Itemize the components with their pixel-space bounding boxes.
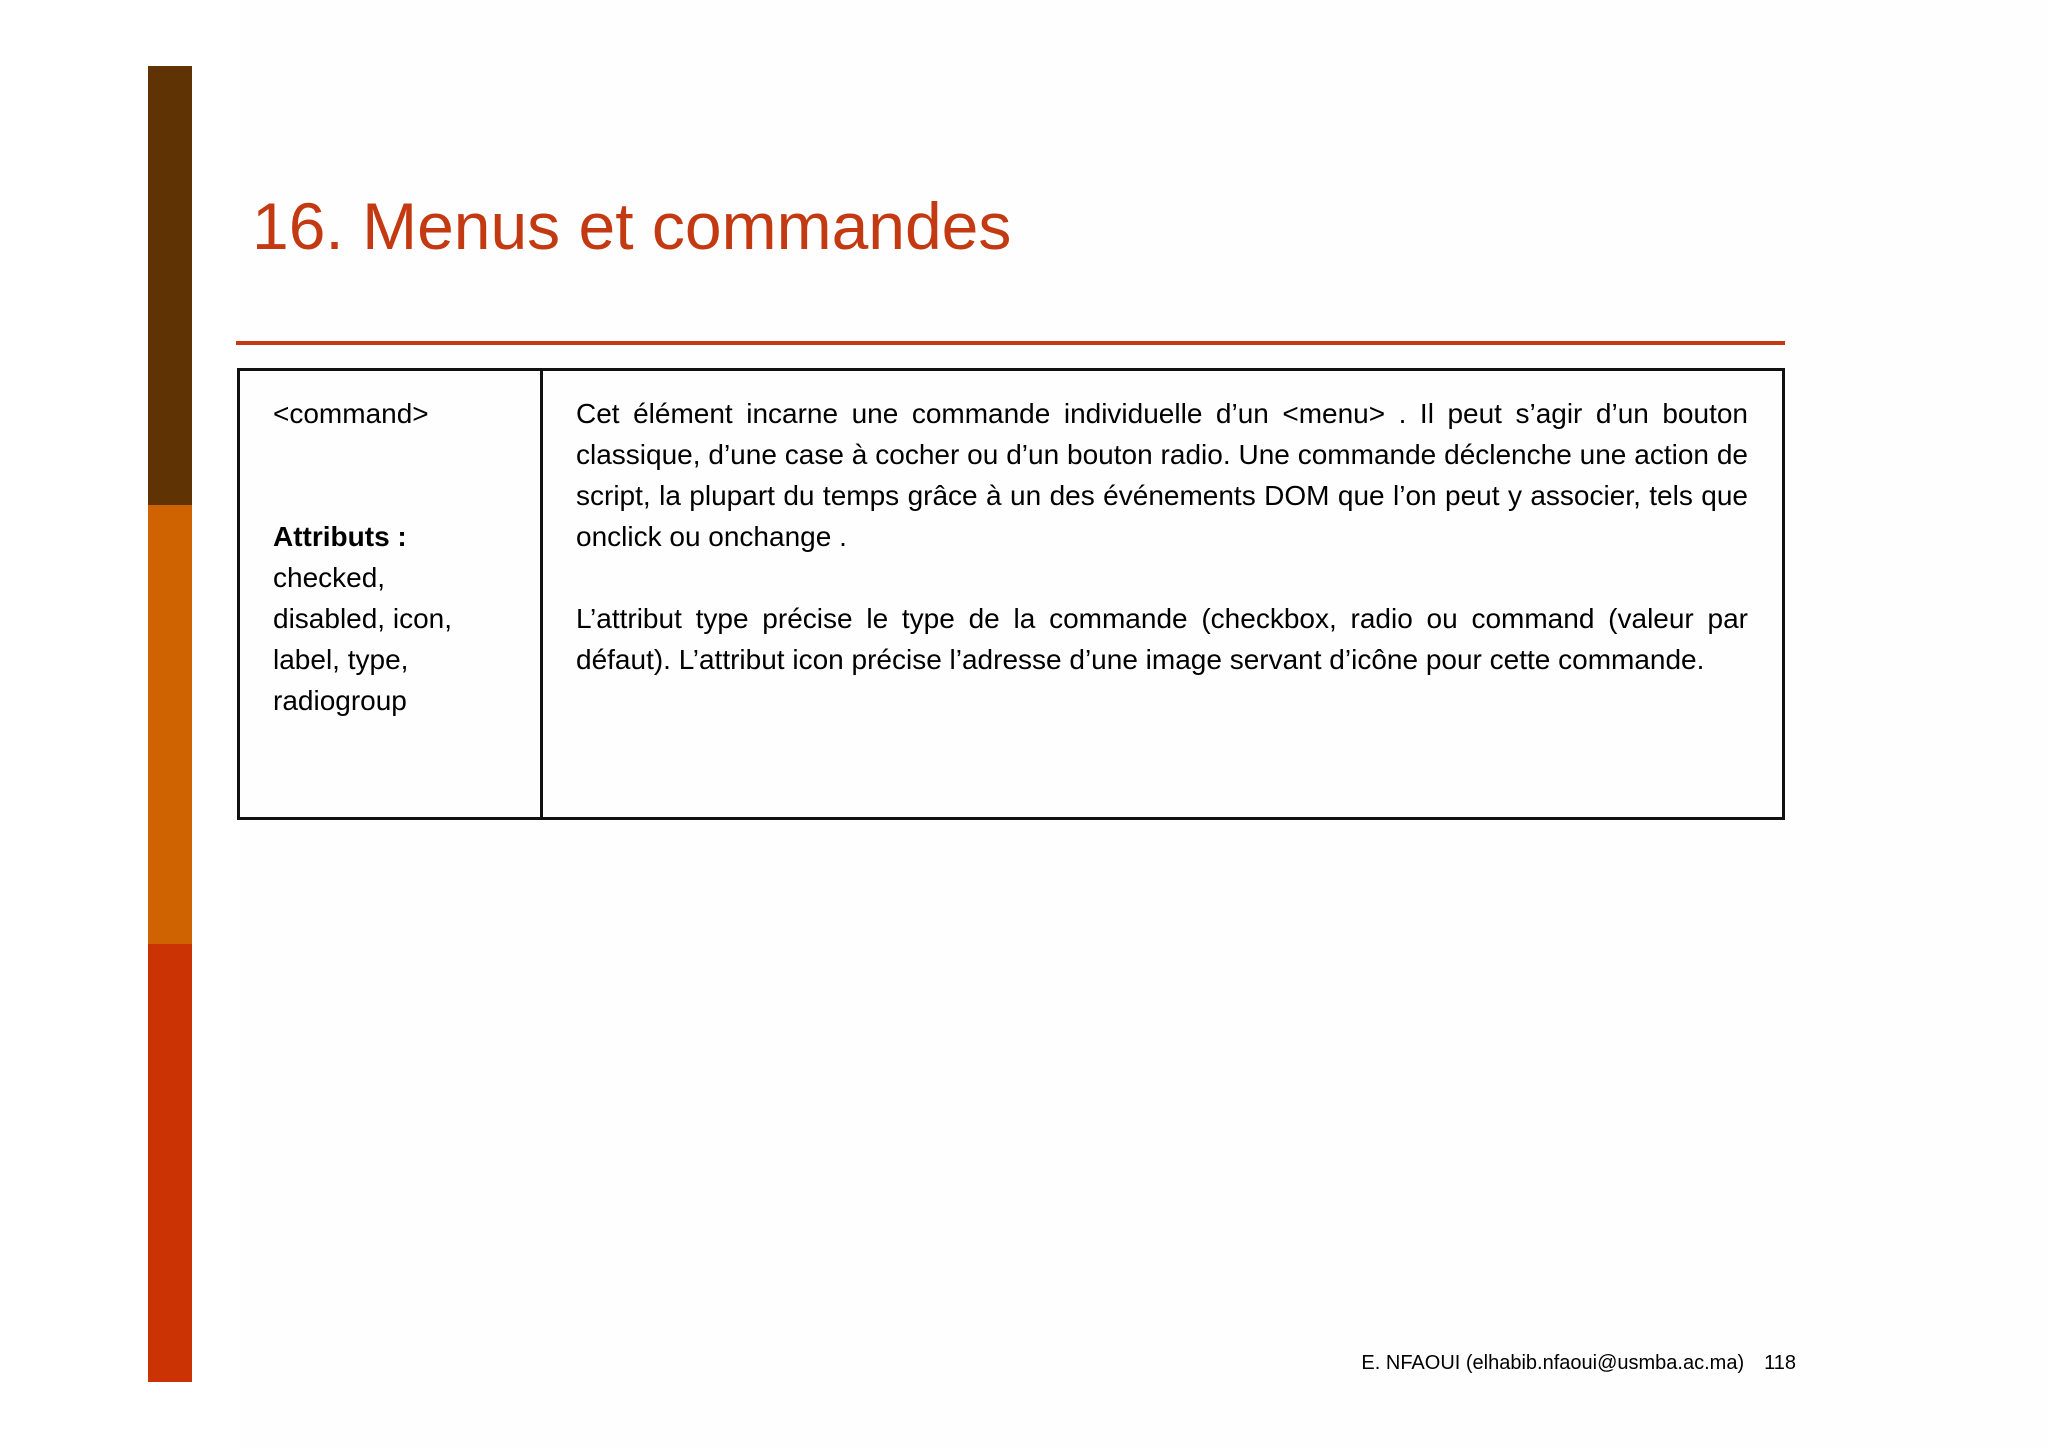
description-paragraph: Cet élément incarne une commande individuelle d’un <menu> . Il peut s’agir d’un bouton classique, d’une case à cocher ou d’un bouton radio. Une commande déclenche une action de script, la plupart du temps grâce à un des événements DOM que l’on peut y associer, tels que onclick ou onchange . — [576, 398, 1748, 552]
attributes-heading: Attributs : — [273, 521, 407, 552]
attribute-line: checked, — [273, 562, 386, 593]
accent-bar-middle — [148, 505, 192, 944]
cell-spacer — [273, 434, 540, 516]
slide-footer — [1200, 1350, 1796, 1376]
accent-bar-bottom — [148, 944, 192, 1382]
attribute-line: radiogroup — [273, 685, 407, 716]
description-paragraph: L’attribut type précise le type de la commande (checkbox, radio ou command (valeur par défaut). L’attribut icon précise l’adresse d’une image servant d’icône pour cette commande. — [576, 603, 1748, 675]
accent-bar-top — [148, 66, 192, 505]
element-tag-label: <command> — [273, 398, 429, 429]
footer-author: E. NFAOUI (elhabib.nfaoui@usmba.ac.ma) — [1361, 1352, 1745, 1374]
page-number: 118 — [1764, 1352, 1796, 1374]
attribute-line: disabled, icon, — [273, 603, 453, 634]
table-right-cell — [543, 371, 1782, 817]
slide-title: 16. Menus et commandes — [252, 189, 1012, 263]
definition-table — [237, 368, 1785, 820]
table-left-cell — [240, 371, 543, 817]
title-divider — [236, 341, 1785, 345]
attribute-line: label, type, — [273, 644, 409, 675]
